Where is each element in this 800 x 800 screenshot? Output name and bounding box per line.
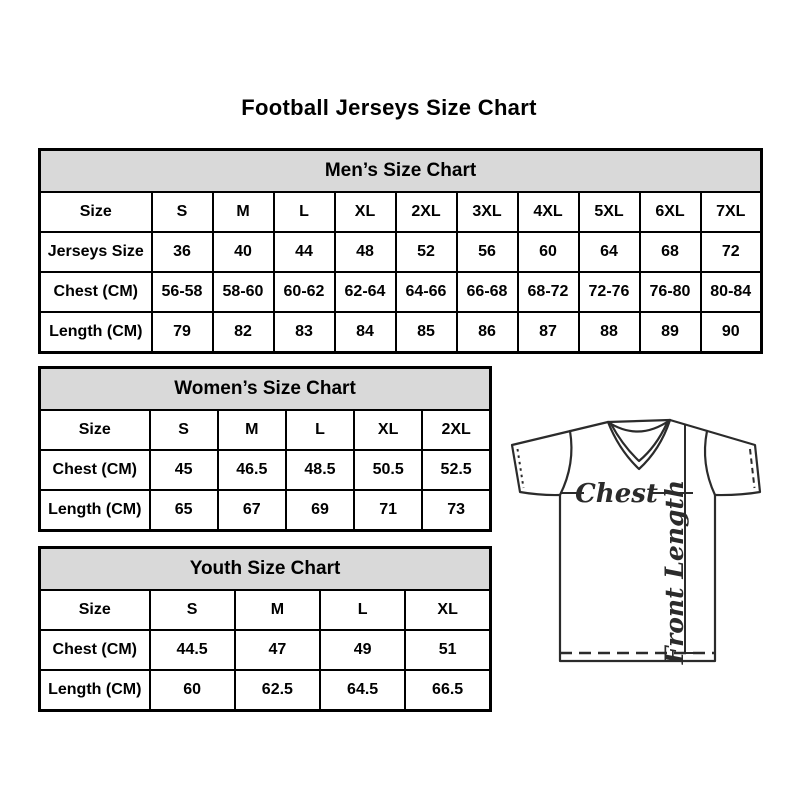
- table-row: [40, 490, 491, 531]
- table-cell: 85: [396, 312, 457, 353]
- jersey-collar-top: [608, 420, 670, 422]
- table-cell: M: [218, 410, 286, 450]
- table-cell: L: [274, 192, 335, 232]
- table-cell: 71: [354, 490, 422, 531]
- table-cell: 49: [320, 630, 405, 670]
- table-cell: 84: [335, 312, 396, 353]
- table-cell: 89: [640, 312, 701, 353]
- table-cell: 86: [457, 312, 518, 353]
- table-cell: XL: [405, 590, 490, 630]
- table-row: [40, 232, 762, 272]
- table-cell: 72-76: [579, 272, 640, 312]
- table-header-row: [40, 548, 491, 591]
- mens-table-title: Men’s Size Chart: [40, 150, 762, 193]
- row-label: Chest (CM): [40, 630, 150, 670]
- jersey-measurement-diagram: [503, 398, 775, 670]
- womens-table-title: Women’s Size Chart: [40, 368, 491, 411]
- table-row: [40, 450, 491, 490]
- table-cell: 36: [152, 232, 213, 272]
- table-cell: 64.5: [320, 670, 405, 711]
- youth-size-table: [38, 546, 492, 712]
- table-cell: 64: [579, 232, 640, 272]
- table-cell: XL: [335, 192, 396, 232]
- table-cell: 56: [457, 232, 518, 272]
- table-cell: 2XL: [422, 410, 490, 450]
- table-cell: 68-72: [518, 272, 579, 312]
- table-row: [40, 410, 491, 450]
- table-cell: 82: [213, 312, 274, 353]
- table-row: [40, 272, 762, 312]
- table-row: [40, 192, 762, 232]
- row-label: Size: [40, 410, 150, 450]
- table-cell: M: [235, 590, 320, 630]
- table-cell: 52.5: [422, 450, 490, 490]
- table-cell: 40: [213, 232, 274, 272]
- table-cell: 68: [640, 232, 701, 272]
- table-cell: 64-66: [396, 272, 457, 312]
- table-header-row: [40, 150, 762, 193]
- table-cell: 72: [701, 232, 762, 272]
- table-cell: 66.5: [405, 670, 490, 711]
- table-cell: S: [150, 590, 235, 630]
- table-cell: 69: [286, 490, 354, 531]
- jersey-left-armhole: [560, 431, 571, 495]
- table-cell: 46.5: [218, 450, 286, 490]
- row-label: Size: [40, 192, 152, 232]
- row-label: Length (CM): [40, 312, 152, 353]
- jersey-illustration: [503, 398, 775, 670]
- table-cell: 7XL: [701, 192, 762, 232]
- womens-size-table: [38, 366, 492, 532]
- youth-table-title: Youth Size Chart: [40, 548, 491, 591]
- table-cell: 58-60: [213, 272, 274, 312]
- row-label: Length (CM): [40, 670, 150, 711]
- row-label: Jerseys Size: [40, 232, 152, 272]
- table-cell: L: [320, 590, 405, 630]
- table-cell: 73: [422, 490, 490, 531]
- mens-size-table: [38, 148, 763, 354]
- table-cell: 66-68: [457, 272, 518, 312]
- row-label: Size: [40, 590, 150, 630]
- table-cell: 56-58: [152, 272, 213, 312]
- table-cell: 88: [579, 312, 640, 353]
- table-cell: 52: [396, 232, 457, 272]
- table-cell: 67: [218, 490, 286, 531]
- table-row: [40, 590, 491, 630]
- table-cell: 5XL: [579, 192, 640, 232]
- jersey-body-outline: [560, 495, 715, 661]
- table-cell: 62.5: [235, 670, 320, 711]
- table-cell: M: [213, 192, 274, 232]
- table-cell: S: [150, 410, 218, 450]
- table-cell: 44: [274, 232, 335, 272]
- row-label: Chest (CM): [40, 272, 152, 312]
- right-cuff-stitch-line: [750, 449, 755, 488]
- table-cell: 47: [235, 630, 320, 670]
- table-cell: 62-64: [335, 272, 396, 312]
- jersey-right-armhole: [705, 431, 715, 495]
- table-cell: 79: [152, 312, 213, 353]
- page-title: Football Jerseys Size Chart: [241, 95, 537, 120]
- table-row: [40, 630, 491, 670]
- table-cell: 51: [405, 630, 490, 670]
- table-cell: 65: [150, 490, 218, 531]
- table-cell: 48.5: [286, 450, 354, 490]
- table-row: [40, 312, 762, 353]
- table-cell: L: [286, 410, 354, 450]
- table-header-row: [40, 368, 491, 411]
- table-cell: 90: [701, 312, 762, 353]
- table-row: [40, 670, 491, 711]
- table-cell: 48: [335, 232, 396, 272]
- table-cell: 3XL: [457, 192, 518, 232]
- table-cell: 80-84: [701, 272, 762, 312]
- table-cell: 2XL: [396, 192, 457, 232]
- table-cell: 83: [274, 312, 335, 353]
- front-length-label: Front Length: [660, 479, 689, 665]
- table-cell: 4XL: [518, 192, 579, 232]
- table-cell: 45: [150, 450, 218, 490]
- table-cell: 60: [150, 670, 235, 711]
- table-cell: 60: [518, 232, 579, 272]
- table-cell: XL: [354, 410, 422, 450]
- row-label: Chest (CM): [40, 450, 150, 490]
- row-label: Length (CM): [40, 490, 150, 531]
- table-cell: 50.5: [354, 450, 422, 490]
- table-cell: 6XL: [640, 192, 701, 232]
- chest-label: Chest: [575, 479, 658, 509]
- table-cell: 60-62: [274, 272, 335, 312]
- table-cell: 44.5: [150, 630, 235, 670]
- table-cell: 76-80: [640, 272, 701, 312]
- table-cell: S: [152, 192, 213, 232]
- table-cell: 87: [518, 312, 579, 353]
